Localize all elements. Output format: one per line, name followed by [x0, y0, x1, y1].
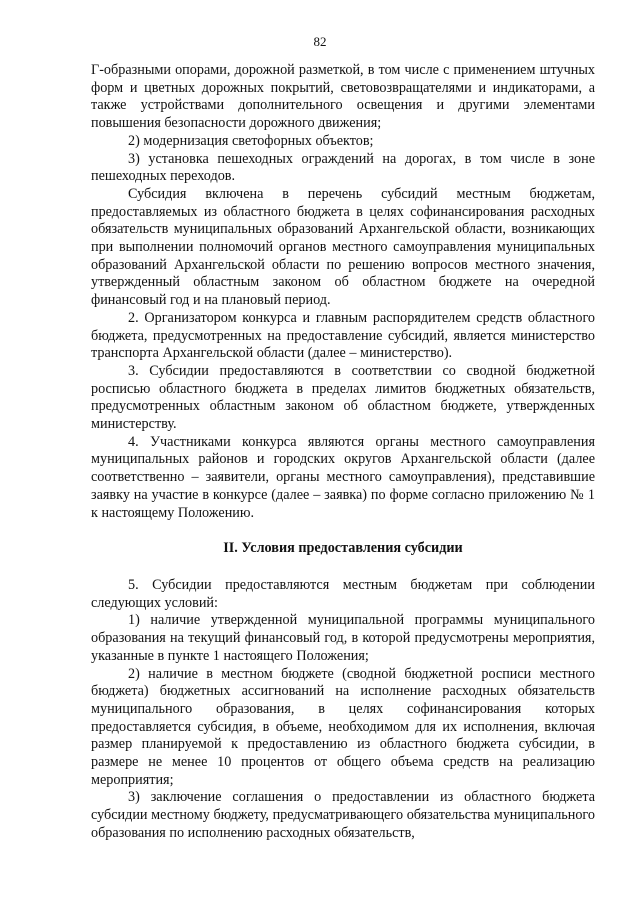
paragraph: 4. Участниками конкурса являются органы местного самоуправления муниципальных районов и городских округов Архангельской области (далее соответственно – заявители, органы местного самоуправления), представившие заявку на участие в конкурсе (далее – заявка) по форме согласно приложению № 1 к настоящему Положению. — [91, 433, 595, 521]
paragraph: 3) установка пешеходных ограждений на дорогах, в том числе в зоне пешеходных переходов. — [91, 150, 595, 185]
paragraph: 2. Организатором конкурса и главным распорядителем средств областного бюджета, предусмотренных на предоставление субсидий, является министерство транспорта Архангельской области (далее – министерство). — [91, 309, 595, 362]
document-body — [91, 62, 595, 843]
section-heading: II. Условия предоставления субсидии — [223, 540, 463, 557]
paragraph: Субсидия включена в перечень субсидий местным бюджетам, предоставляемых из областного бюджета в целях софинансирования расходных обязательств муниципальных образований Архангельской области, возникающих при выполнении полномочий органов местного самоуправления муниципальных образований Архангельской области по решению вопросов местного значения, утвержденный областным законом об областном бюджете на очередной финансовый год и на плановый период. — [91, 185, 595, 309]
paragraph: 3) заключение соглашения о предоставлении из областного бюджета субсидии местному бюджету, предусматривающего обязательства муниципального образования по исполнению расходных обязательств, — [91, 789, 595, 841]
page-number: 82 — [313, 34, 327, 49]
paragraph: 3. Субсидии предоставляются в соответствии со сводной бюджетной росписью областного бюджета в пределах лимитов бюджетных обязательств, предусмотренных областным законом об областном бюджете, утвержденных министерству. — [91, 362, 595, 433]
paragraph: Г-образными опорами, дорожной разметкой, в том числе с применением штучных форм и цветных дорожных покрытий, световозвращателями и индикаторами, а также устройствами дополнительного освещения и другими элементами повышения безопасности дорожного движения; — [91, 62, 595, 132]
paragraph: 5. Субсидии предоставляются местным бюджетам при соблюдении следующих условий: — [91, 576, 595, 611]
paragraph: 2) наличие в местном бюджете (сводной бюджетной росписи местного бюджета) бюджетных ассигнований на исполнение расходных обязательств муниципального образования, в целях софинансирования которых предоставляется субсидия, в объеме, необходимом для их исполнения, включая размер планируемой к предоставлению из областного бюджета субсидии, в размере не менее 10 процентов от общего объема средств на реализацию мероприятия; — [91, 665, 595, 788]
paragraph: 1) наличие утвержденной муниципальной программы муниципального образования на текущий финансовый год, в которой предусмотрены мероприятия, указанные в пункте 1 настоящего Положения; — [91, 612, 595, 664]
paragraph: 2) модернизация светофорных объектов; — [128, 132, 374, 149]
